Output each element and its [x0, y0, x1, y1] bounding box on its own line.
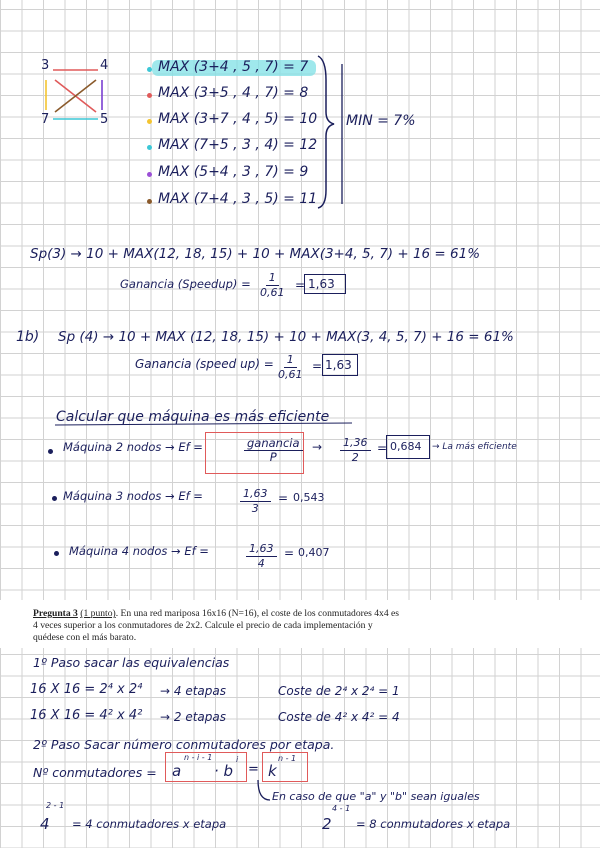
- bullet-dot: [147, 93, 152, 98]
- formula1-base: a: [172, 762, 182, 780]
- row2-lhs: 16 X 16 = 4² x 4²: [30, 708, 143, 723]
- sp3-fraction: [260, 272, 285, 299]
- efficiency-title: Calcular que máquina es más eficiente: [56, 409, 330, 425]
- bullet-dot: [147, 67, 152, 72]
- question-title: Pregunta 3: [33, 608, 78, 619]
- sp3-result: 1,63: [308, 277, 335, 291]
- sp4-line: Sp (4) → 10 + MAX (12, 18, 15) + 10 + MAX(3, 4, 5, 7) + 16 = 61%: [58, 329, 514, 345]
- bullet-dot: [54, 551, 59, 556]
- formula1-exp2: i: [236, 755, 239, 764]
- bullet-dot: [147, 199, 152, 204]
- m2-result: 0,684: [390, 440, 422, 453]
- row2-arrow: → 2 etapas: [160, 710, 226, 724]
- step2: 2º Paso Sacar número conmutadores por etapa.: [33, 737, 335, 752]
- bullet-dot: [147, 172, 152, 177]
- calc1-base: 4: [40, 815, 50, 833]
- sp3-den: 0,61: [260, 285, 285, 299]
- question-block: [0, 600, 600, 648]
- step1: 1º Paso sacar las equivalencias: [33, 655, 230, 670]
- sp3-num: 1: [266, 272, 279, 286]
- node-label-5: 5: [100, 112, 109, 127]
- sp4-eq: =: [312, 359, 323, 373]
- node-label-3: 3: [41, 58, 50, 73]
- calc1-text: = 4 conmutadores x etapa: [72, 817, 227, 831]
- max-item: MAX (3+4 , 5 , 7) = 7: [158, 59, 309, 75]
- max-item: MAX (3+5 , 4 , 7) = 8: [158, 85, 309, 101]
- m4-eq: =: [284, 546, 295, 560]
- bullet-dot: [48, 449, 53, 454]
- arrow-hook: [258, 780, 270, 800]
- sp4-gain-label: Ganancia (speed up) =: [135, 357, 274, 371]
- max-item: MAX (3+7 , 4 , 5) = 10: [158, 111, 318, 127]
- m3-num: 1,63: [240, 488, 271, 502]
- sp4-den: 0,61: [278, 367, 303, 381]
- m4-den: 4: [257, 556, 265, 570]
- m3-label: Máquina 3 nodos → Ef =: [63, 489, 203, 503]
- m4-result: 0,407: [298, 546, 330, 559]
- sp4-tag: 1b): [16, 329, 40, 345]
- node-label-4: 4: [100, 58, 109, 73]
- m4-label: Máquina 4 nodos → Ef =: [69, 544, 209, 558]
- question-points: (1 punto): [80, 608, 116, 619]
- sp3-line: Sp(3) → 10 + MAX(12, 18, 15) + 10 + MAX(3+4, 5, 7) + 16 = 61%: [30, 246, 481, 262]
- formula-eq: =: [248, 762, 259, 777]
- formula2-exp: n - 1: [278, 754, 297, 763]
- m3-den: 3: [251, 501, 259, 515]
- m2-den: 2: [351, 450, 359, 464]
- calc2-exp: 4 - 1: [332, 804, 351, 813]
- m3-eq: =: [278, 491, 289, 505]
- m2-formula-num: ganancia: [244, 437, 303, 451]
- m2-label: Máquina 2 nodos → Ef =: [63, 440, 203, 454]
- m3-fraction: [240, 488, 271, 515]
- bullet-dot: [147, 145, 152, 150]
- formula2-base: k: [268, 762, 277, 780]
- formula1-dot: · b: [214, 762, 234, 780]
- min-result: MIN = 7%: [346, 113, 416, 129]
- sp4-result: 1,63: [325, 358, 352, 372]
- sp4-fraction: [278, 354, 303, 381]
- m2-eq: =: [377, 441, 388, 455]
- node-label-7: 7: [41, 112, 50, 127]
- m2-arrow: →: [312, 440, 323, 454]
- sp4-num: 1: [284, 354, 297, 368]
- formula-note: En caso de que "a" y "b" sean iguales: [272, 790, 480, 803]
- m2-formula-den: P: [269, 450, 277, 465]
- row1-arrow: → 4 etapas: [160, 684, 226, 698]
- question-text: [33, 608, 405, 644]
- m2-num: 1,36: [340, 437, 371, 451]
- brace: [318, 56, 334, 208]
- m3-result: 0,543: [293, 491, 325, 504]
- sp3-gain-label: Ganancia (Speedup) =: [120, 277, 251, 291]
- calc2-base: 2: [322, 815, 332, 833]
- question-body: . En una red mariposa 16x16 (N=16), el coste de los conmutadores 4x4 es 4 veces superior a los conmutadores de 2x2. Calcule el precio de cada implementación y quédese con el más barato.: [33, 608, 400, 643]
- m4-num: 1,63: [246, 543, 277, 557]
- m4-fraction: [246, 543, 277, 570]
- row1-cost: Coste de 2⁴ x 2⁴ = 1: [278, 684, 400, 698]
- max-item: MAX (7+4 , 3 , 5) = 11: [158, 191, 318, 207]
- m2-note: → La más eficiente: [432, 442, 517, 452]
- bullet-dot: [147, 119, 152, 124]
- row1-lhs: 16 X 16 = 2⁴ x 2⁴: [30, 682, 143, 697]
- formula1-exp: n - i - 1: [184, 753, 213, 762]
- max-item: MAX (5+4 , 3 , 7) = 9: [158, 164, 309, 180]
- calc1-exp: 2 - 1: [46, 801, 65, 810]
- m2-formula: [244, 437, 303, 465]
- sp3-eq: =: [295, 278, 306, 292]
- bullet-dot: [52, 496, 57, 501]
- nconm-label: Nº conmutadores =: [33, 765, 157, 780]
- max-item: MAX (7+5 , 3 , 4) = 12: [158, 137, 318, 153]
- m2-fraction: [340, 437, 371, 464]
- row2-cost: Coste de 4² x 4² = 4: [278, 710, 400, 724]
- calc2-text: = 8 conmutadores x etapa: [356, 817, 511, 831]
